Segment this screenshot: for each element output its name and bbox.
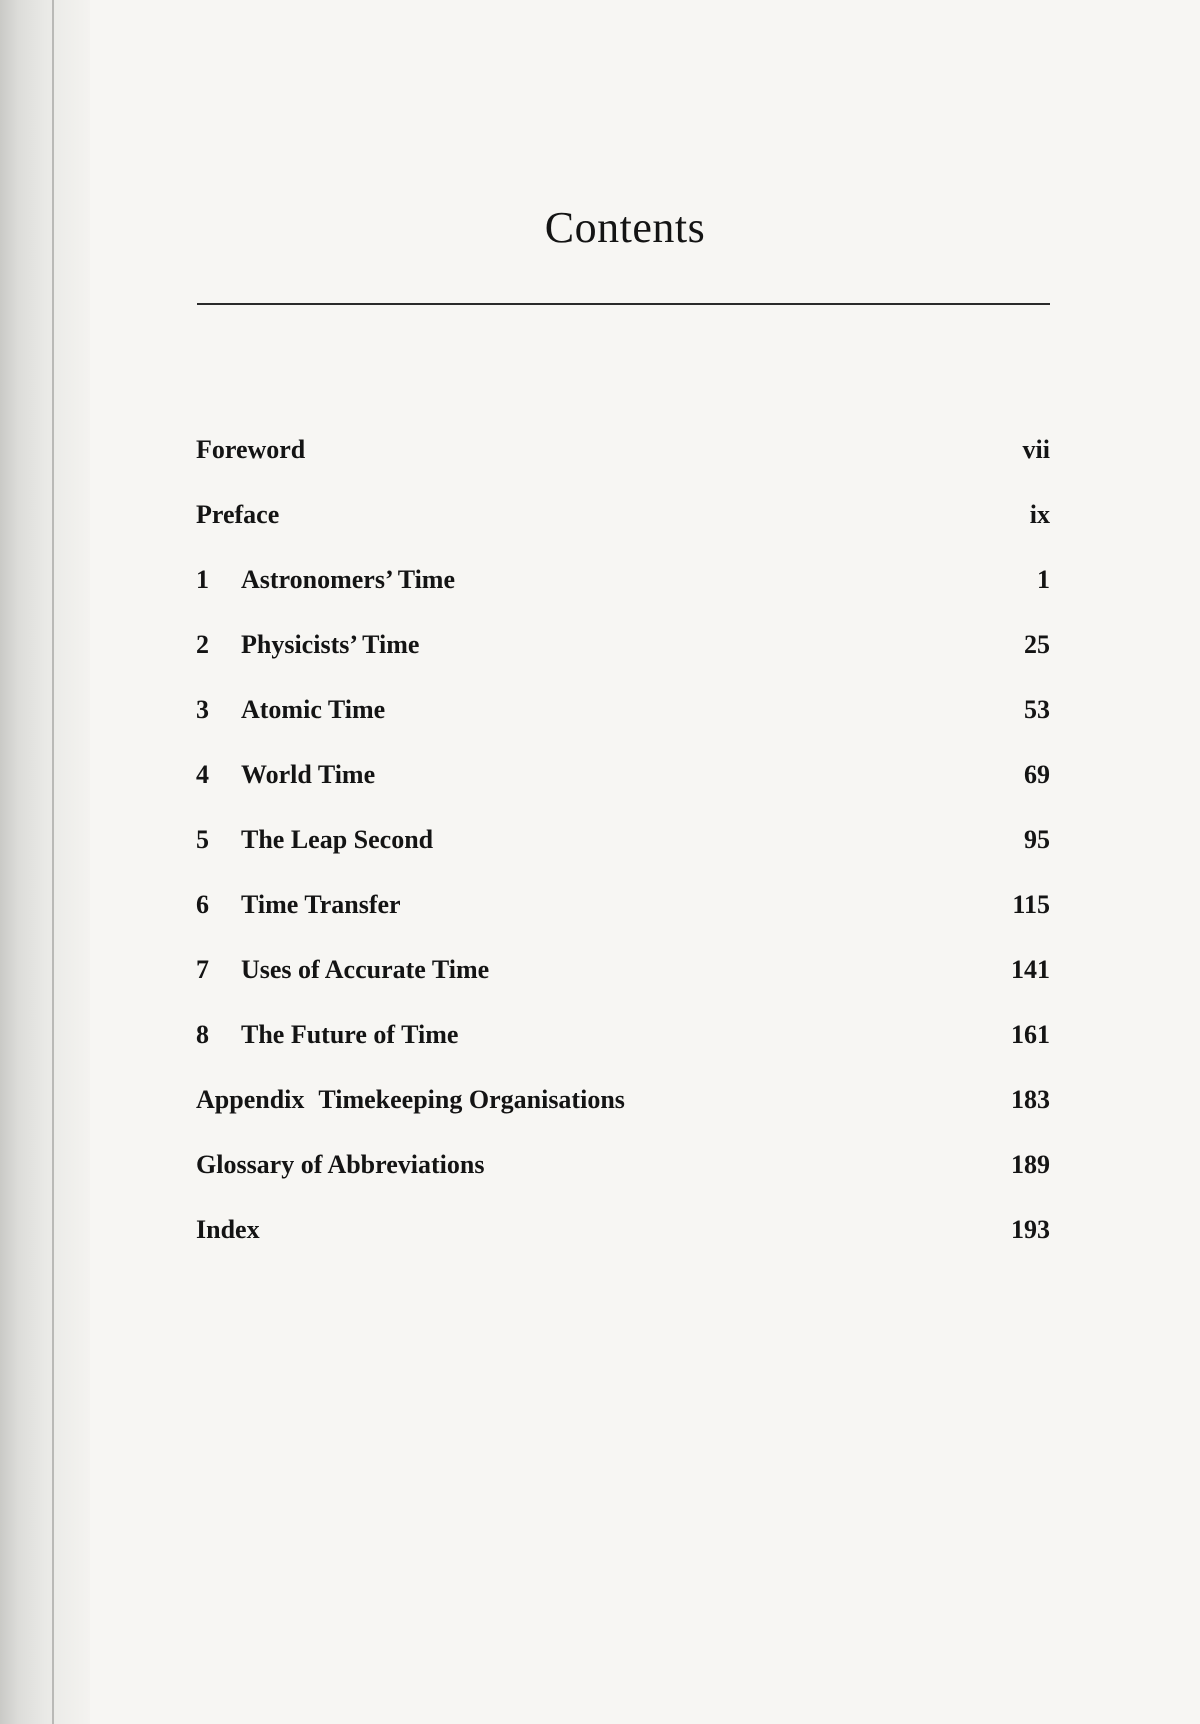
toc-entry-page: 1 <box>1037 565 1050 594</box>
toc-entry-chapter-6[interactable] <box>196 885 1050 950</box>
chapter-title: Uses of Accurate Time <box>241 955 490 984</box>
toc-entry-foreword[interactable] <box>196 430 1050 495</box>
toc-entry-preface[interactable] <box>196 495 1050 560</box>
chapter-number: 1 <box>196 565 209 594</box>
toc-entry-index[interactable] <box>196 1210 1050 1275</box>
toc-entry-page: 161 <box>1011 1020 1050 1049</box>
toc-entry-glossary[interactable] <box>196 1145 1050 1210</box>
chapter-number: 7 <box>196 955 209 984</box>
toc-entry-title: Foreword <box>196 435 306 464</box>
appendix-title: Timekeeping Organisations <box>318 1085 625 1114</box>
appendix-label: Appendix <box>196 1085 305 1114</box>
toc-entry-chapter-5[interactable] <box>196 820 1050 885</box>
toc-entry-chapter-8[interactable] <box>196 1015 1050 1080</box>
toc-entry-chapter-7[interactable] <box>196 950 1050 1015</box>
binding-edge-line <box>52 0 54 1724</box>
toc-entry-page: 95 <box>1024 825 1050 854</box>
chapter-number: 4 <box>196 760 209 789</box>
chapter-number: 8 <box>196 1020 209 1049</box>
toc-entry-chapter-3[interactable] <box>196 690 1050 755</box>
toc-entry-title: Index <box>196 1215 260 1244</box>
toc-entry-page: 189 <box>1011 1150 1050 1179</box>
toc-entry-page: 141 <box>1011 955 1050 984</box>
toc-entry-page: 115 <box>1012 890 1050 919</box>
chapter-number: 5 <box>196 825 209 854</box>
chapter-title: World Time <box>241 760 376 789</box>
chapter-title: Time Transfer <box>241 890 401 919</box>
chapter-title: The Leap Second <box>241 825 434 854</box>
toc-entry-chapter-4[interactable] <box>196 755 1050 820</box>
binding-shadow <box>0 0 90 1724</box>
toc-entry-page: 25 <box>1024 630 1050 659</box>
table-of-contents <box>196 430 1050 1275</box>
chapter-number: 6 <box>196 890 209 919</box>
toc-entry-title: Glossary of Abbreviations <box>196 1150 485 1179</box>
chapter-number: 2 <box>196 630 209 659</box>
chapter-title: Atomic Time <box>241 695 386 724</box>
chapter-title: Astronomers’ Time <box>241 565 455 594</box>
toc-entry-page: 193 <box>1011 1215 1050 1244</box>
toc-entry-page: 53 <box>1024 695 1050 724</box>
page-title: Contents <box>544 203 706 252</box>
toc-entry-appendix[interactable] <box>196 1080 1050 1145</box>
toc-entry-page: 69 <box>1024 760 1050 789</box>
toc-entry-title: Preface <box>196 500 280 529</box>
toc-entry-chapter-2[interactable] <box>196 625 1050 690</box>
title-rule <box>197 303 1050 305</box>
chapter-title: The Future of Time <box>241 1020 459 1049</box>
toc-entry-page: ix <box>1029 500 1050 529</box>
chapter-title: Physicists’ Time <box>241 630 420 659</box>
toc-entry-page: 183 <box>1011 1085 1050 1114</box>
toc-entry-chapter-1[interactable] <box>196 560 1050 625</box>
toc-entry-page: vii <box>1022 435 1050 464</box>
chapter-number: 3 <box>196 695 209 724</box>
